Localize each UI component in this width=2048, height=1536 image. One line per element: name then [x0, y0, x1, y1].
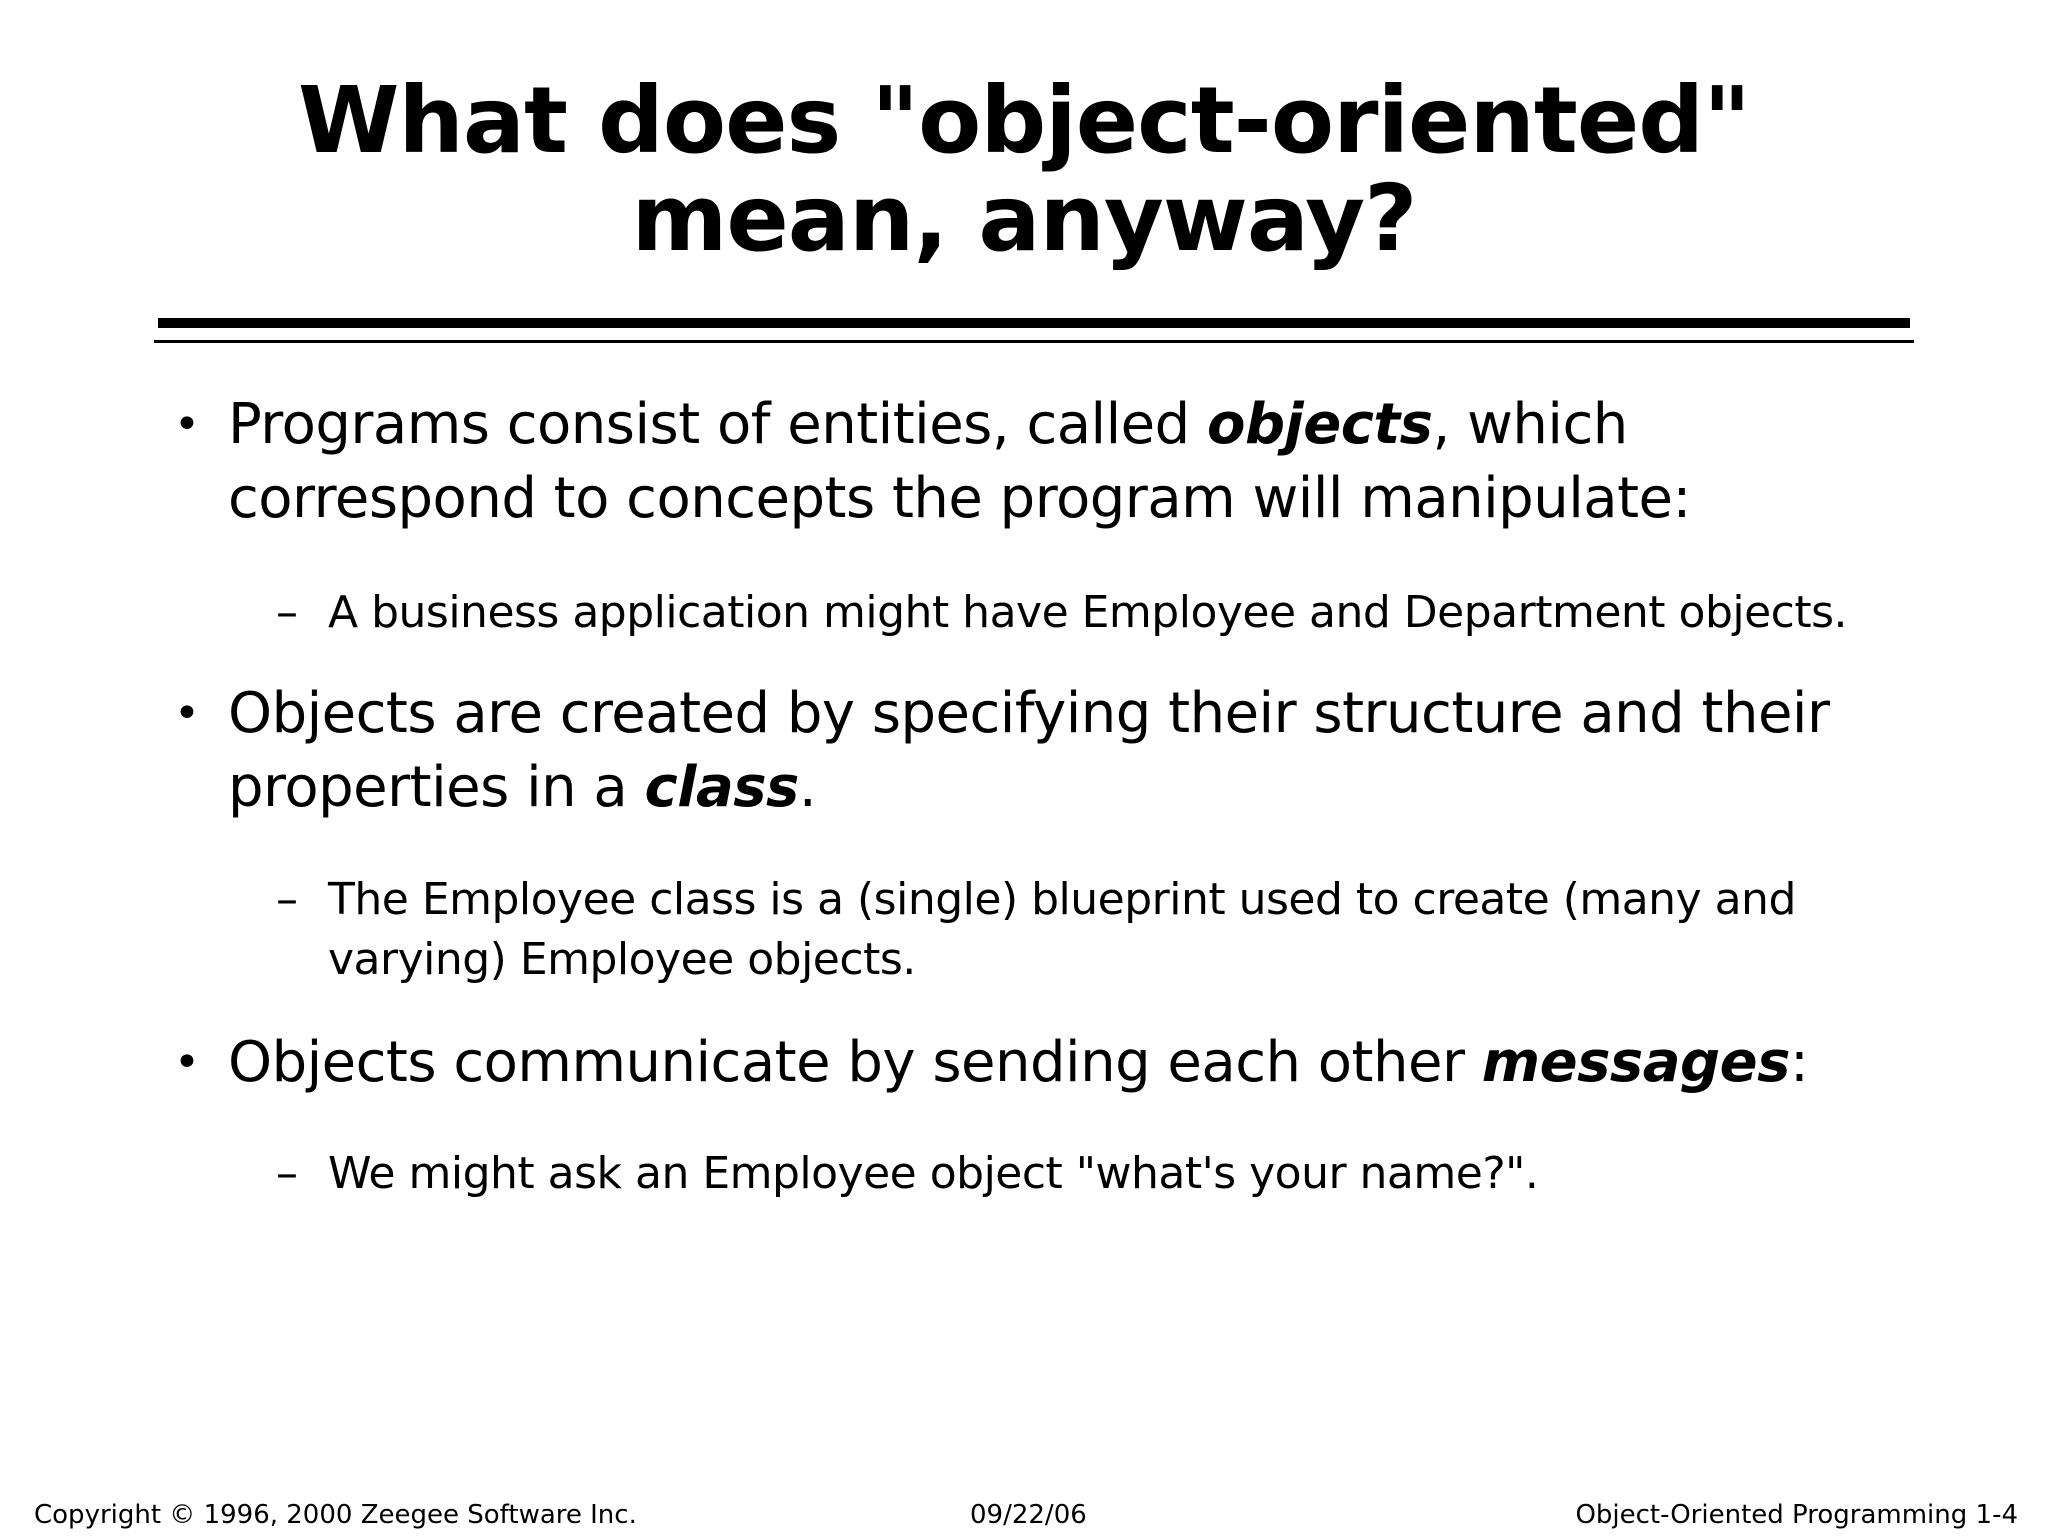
slide-title [0, 67, 2048, 272]
bullet-text [228, 1026, 1918, 1100]
bullet-marker: • [174, 688, 200, 739]
title-rule-thick [158, 318, 1910, 328]
sub-bullet-text [328, 870, 1928, 990]
bullet-text [228, 388, 1918, 536]
bullet-line [228, 388, 1918, 462]
footer-date: 09/22/06 [970, 1500, 1087, 1530]
bullet-text [228, 677, 1918, 825]
sub-bullet-line: varying) Employee objects. [328, 934, 916, 985]
emphasis-term-messages: messages [1481, 1030, 1790, 1095]
emphasis-term-class: class [644, 755, 799, 820]
sub-bullet-text [328, 583, 1928, 643]
bullet-line [228, 1026, 1918, 1100]
bullet-text-segment: , which [1432, 392, 1628, 457]
bullet-marker: • [174, 399, 200, 450]
title-line-2: mean, anyway? [631, 165, 1417, 272]
bullet-text-segment: Programs consist of entities, called [228, 392, 1207, 457]
emphasis-term-objects: objects [1206, 392, 1433, 457]
sub-bullet-line: We might ask an Employee object "what's your name?". [328, 1148, 1539, 1199]
bullet-line: correspond to concepts the program will manipulate: [228, 466, 1691, 531]
sub-bullet-marker: – [276, 587, 298, 638]
title-line-1: What does "object-oriented" [297, 67, 1751, 174]
title-rule-thin [154, 340, 1914, 343]
bullet-line: Objects are created by specifying their structure and their [228, 681, 1830, 746]
footer-course-page: Object-Oriented Programming 1-4 [1575, 1500, 2018, 1530]
bullet-text-segment: properties in a [228, 755, 645, 820]
bullet-line [228, 751, 1918, 825]
sub-bullet-text [328, 1144, 1928, 1204]
sub-bullet-line: The Employee class is a (single) blueprint used to create (many and [328, 874, 1796, 925]
sub-bullet-line: A business application might have Employee and Department objects. [328, 587, 1848, 638]
bullet-marker: • [174, 1037, 200, 1088]
bullet-text-segment: Objects communicate by sending each other [228, 1030, 1482, 1095]
sub-bullet-marker: – [276, 874, 298, 925]
footer-copyright: Copyright © 1996, 2000 Zeegee Software Inc. [34, 1500, 637, 1530]
bullet-text-segment: : [1789, 1030, 1809, 1095]
bullet-text-segment: . [798, 755, 817, 820]
sub-bullet-marker: – [276, 1148, 298, 1199]
